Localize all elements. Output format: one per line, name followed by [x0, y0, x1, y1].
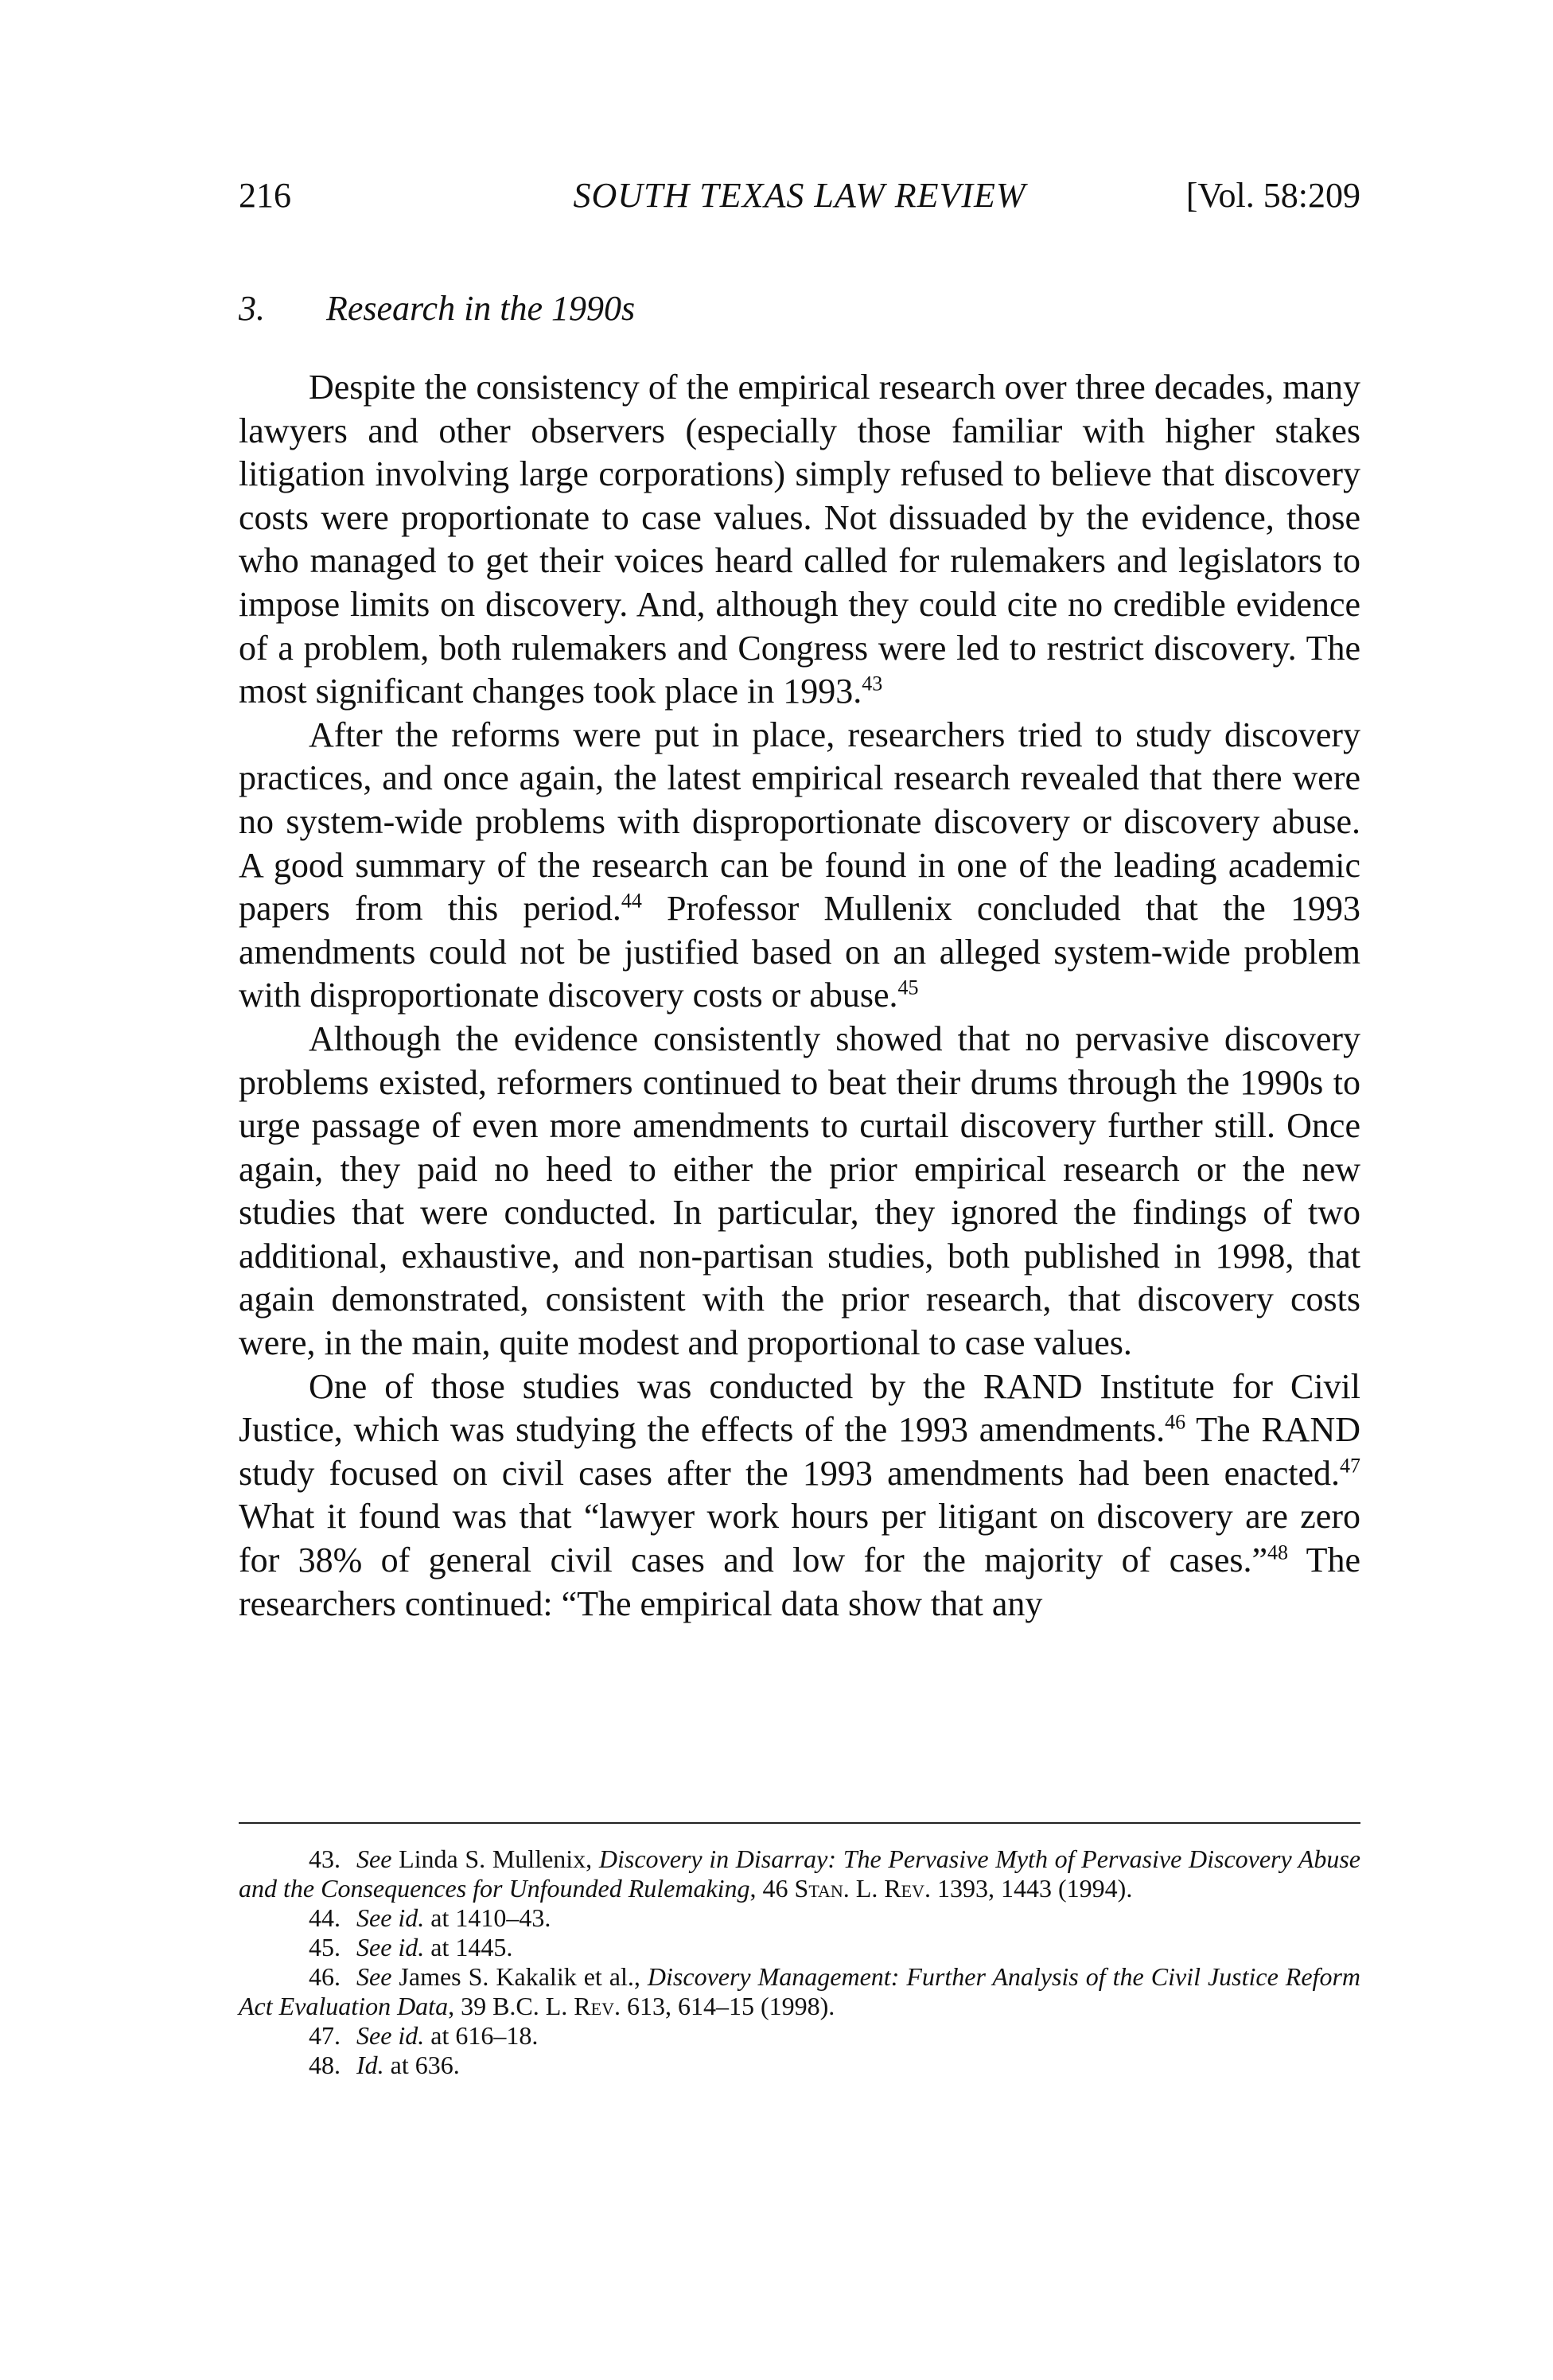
citation-pages: at 616–18. [424, 2021, 539, 2050]
footnote-number: 48. [309, 2051, 341, 2079]
citation-pages: 1393, 1443 (1994). [931, 1874, 1133, 1903]
running-header [239, 175, 1360, 223]
citation-volume: , 39 [448, 1992, 493, 2020]
paragraph-text: The researchers continued: “The empirical data show that any [239, 1541, 1360, 1623]
citation-pages: 613, 614–15 (1998). [620, 1992, 835, 2020]
page-number: 216 [239, 176, 291, 215]
footnote-43 [239, 1844, 1360, 1903]
footnote-47 [239, 2021, 1360, 2051]
citation-signal: Id. [356, 2051, 384, 2079]
footnote-ref[interactable]: 47 [1340, 1454, 1360, 1478]
citation-volume: , 46 [749, 1874, 795, 1903]
paragraph [239, 1365, 1360, 1626]
section-number: 3. [239, 289, 265, 328]
volume-citation: [Vol. 58:209 [1185, 176, 1360, 215]
section-title: Research in the 1990s [326, 289, 636, 328]
citation-title: Discovery in Disarray: The Pervasive Myth of Pervasive Discovery Abuse and the Consequences for Unfounded Rulemaking [239, 1844, 1361, 1903]
citation-signal: See id. [356, 1933, 425, 1961]
footnote-number: 47. [309, 2021, 341, 2050]
footnote-ref[interactable]: 44 [621, 889, 642, 913]
footnote-45 [239, 1933, 1360, 1962]
citation-pages: at 636. [383, 2051, 460, 2079]
citation-pages: at 1445. [424, 1933, 513, 1961]
section-heading [239, 288, 635, 329]
citation-signal: See id. [356, 2021, 425, 2050]
citation-signal: See id. [356, 1903, 425, 1932]
footnote-44 [239, 1903, 1360, 1933]
footnote-ref[interactable]: 45 [897, 976, 919, 999]
paragraph [239, 1018, 1360, 1365]
footnote-number: 43. [309, 1844, 341, 1873]
footnote-ref[interactable]: 43 [862, 672, 883, 695]
footnote-48 [239, 2051, 1360, 2080]
citation-title: Discovery Management: Further Analysis of the Civil Justice Reform Act Evaluation Data [239, 1962, 1361, 2020]
paragraph-text: Despite the consistency of the empirical research over three decades, many lawyers and other observers (especially those familiar with higher stakes litigation involving large corporations) simply refused to believe that discovery costs were proportionate to case values. Not dissuaded by the evidence, those who managed to get their voices heard called for rulemakers and legislators to impose limits on discovery. And, although they could cite no credible evidence of a problem, both rulemakers and Congress were led to restrict discovery. The most significant changes took place in 1993. [239, 368, 1360, 711]
footnote-number: 45. [309, 1933, 341, 1961]
paragraph-text: What it found was that “lawyer work hours per litigant on discovery are zero for 38% of general civil cases and low for the majority of cases.” [239, 1497, 1360, 1580]
footnote-ref[interactable]: 46 [1165, 1410, 1186, 1434]
footnote-number: 44. [309, 1903, 341, 1932]
citation-signal: See [356, 1962, 392, 1991]
citation-signal: See [356, 1844, 392, 1873]
citation-pages: at 1410–43. [424, 1903, 551, 1932]
paragraph [239, 714, 1360, 1018]
citation-journal: Stan. L. Rev. [794, 1874, 932, 1903]
paragraph-text: The RAND study focused on civil cases after the 1993 amendments had been enacted. [239, 1410, 1360, 1493]
journal-title: SOUTH TEXAS LAW REVIEW [573, 176, 1026, 215]
footnote-number: 46. [309, 1962, 341, 1991]
citation-author: Linda S. Mullenix, [391, 1844, 599, 1873]
citation-author: James S. Kakalik et al., [391, 1962, 648, 1991]
footnote-divider [239, 1822, 1360, 1824]
paragraph-text: One of those studies was conducted by the RAND Institute for Civil Justice, which was studying the effects of the 1993 amendments. [239, 1366, 1360, 1450]
body-text [239, 366, 1360, 1626]
paragraph [239, 366, 1360, 714]
footnotes [239, 1844, 1360, 2080]
footnote-46 [239, 1962, 1360, 2021]
citation-journal: B.C. L. Rev. [492, 1992, 621, 2020]
footnote-ref[interactable]: 48 [1267, 1541, 1289, 1564]
paragraph-text: After the reforms were put in place, researchers tried to study discovery practices, and once again, the latest empirical research revealed that there were no system-wide problems with disproportionate discovery or discovery abuse. A good summary of the research can be found in one of the leading academic papers from this period. [239, 715, 1360, 929]
paragraph-text: Although the evidence consistently showed that no pervasive discovery problems existed, reformers continued to beat their drums through the 1990s to urge passage of even more amendments to curtail discovery further still. Once again, they paid no heed to either the prior empirical research or the new studies that were conducted. In particular, they ignored the findings of two additional, exhaustive, and non-partisan studies, both published in 1998, that again demonstrated, consistent with the prior research, that discovery costs were, in the main, quite modest and proportional to case values. [239, 1019, 1360, 1363]
paragraph-text: Professor Mullenix concluded that the 1993 amendments could not be justified based on an alleged system-wide problem with disproportionate discovery costs or abuse. [239, 889, 1361, 1015]
